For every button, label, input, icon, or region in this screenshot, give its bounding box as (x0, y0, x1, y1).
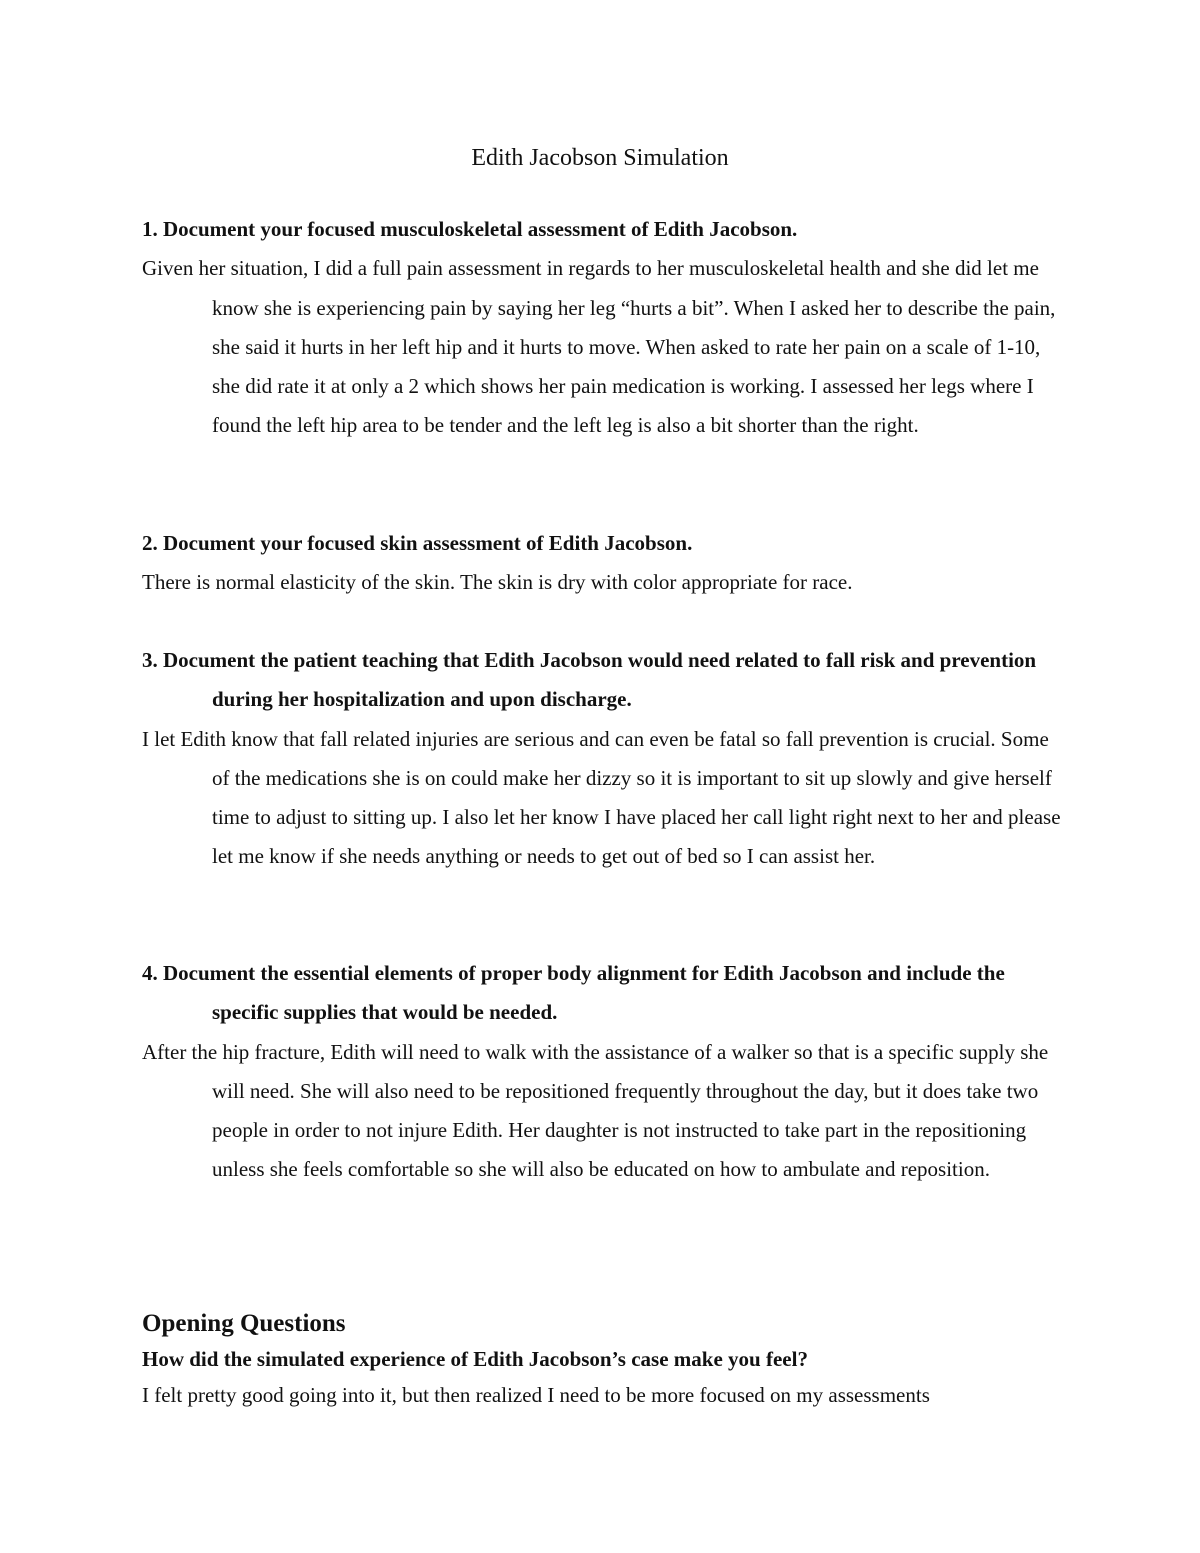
section-4-answer: After the hip fracture, Edith will need to walk with the assistance of a walker so that is a specific supply she will need. She will also need to be repositioned frequently throughout the day, but it does take two people in order to not injure Edith. Her daughter is not instructed to take part in the repositioning unless she feels comfortable so she will also be educated on how to ambulate and reposition. (142, 1039, 1049, 1182)
opening-question: How did the simulated experience of Edith Jacobson’s case make you feel? (142, 1347, 808, 1371)
section-1 (142, 210, 1062, 446)
section-1-answer: Given her situation, I did a full pain assessment in regards to her musculoskeletal health and she did let me know she is experiencing pain by saying her leg “hurts a bit”. When I asked her to describe the pain, she said it hurts in her left hip and it hurts to move. When asked to rate her pain on a scale of 1-10, she did rate it at only a 2 which shows her pain medication is working. I assessed her legs where I found the left hip area to be tender and the left leg is also a bit shorter than the right. (142, 256, 1056, 438)
section-2-answer: There is normal elasticity of the skin. The skin is dry with color appropriate for race. (142, 570, 853, 595)
opening-heading: Opening Questions (142, 1310, 346, 1337)
section-4 (142, 954, 1062, 1190)
document-title: Edith Jacobson Simulation (471, 145, 729, 171)
section-3 (142, 641, 1062, 877)
section-4-question: 4. Document the essential elements of proper body alignment for Edith Jacobson and include the specific supplies that would be needed. (142, 961, 1005, 1025)
section-3-answer: I let Edith know that fall related injuries are serious and can even be fatal so fall prevention is crucial. Some of the medications she is on could make her dizzy so it is important to sit up slowly and give herself time to adjust to sitting up. I also let her know I have placed her call light right next to her and please let me know if she needs anything or needs to get out of bed so I can assist her. (142, 726, 1061, 869)
section-2-question: 2. Document your focused skin assessment of Edith Jacobson. (142, 531, 693, 555)
opening-questions (142, 1307, 1062, 1413)
section-1-question: 1. Document your focused musculoskeletal assessment of Edith Jacobson. (142, 217, 798, 241)
section-2 (142, 524, 1062, 603)
opening-answer: I felt pretty good going into it, but then realized I need to be more focused on my assessments (142, 1383, 930, 1407)
section-3-question: 3. Document the patient teaching that Edith Jacobson would need related to fall risk and prevention during her hospitalization and upon discharge. (142, 648, 1037, 712)
